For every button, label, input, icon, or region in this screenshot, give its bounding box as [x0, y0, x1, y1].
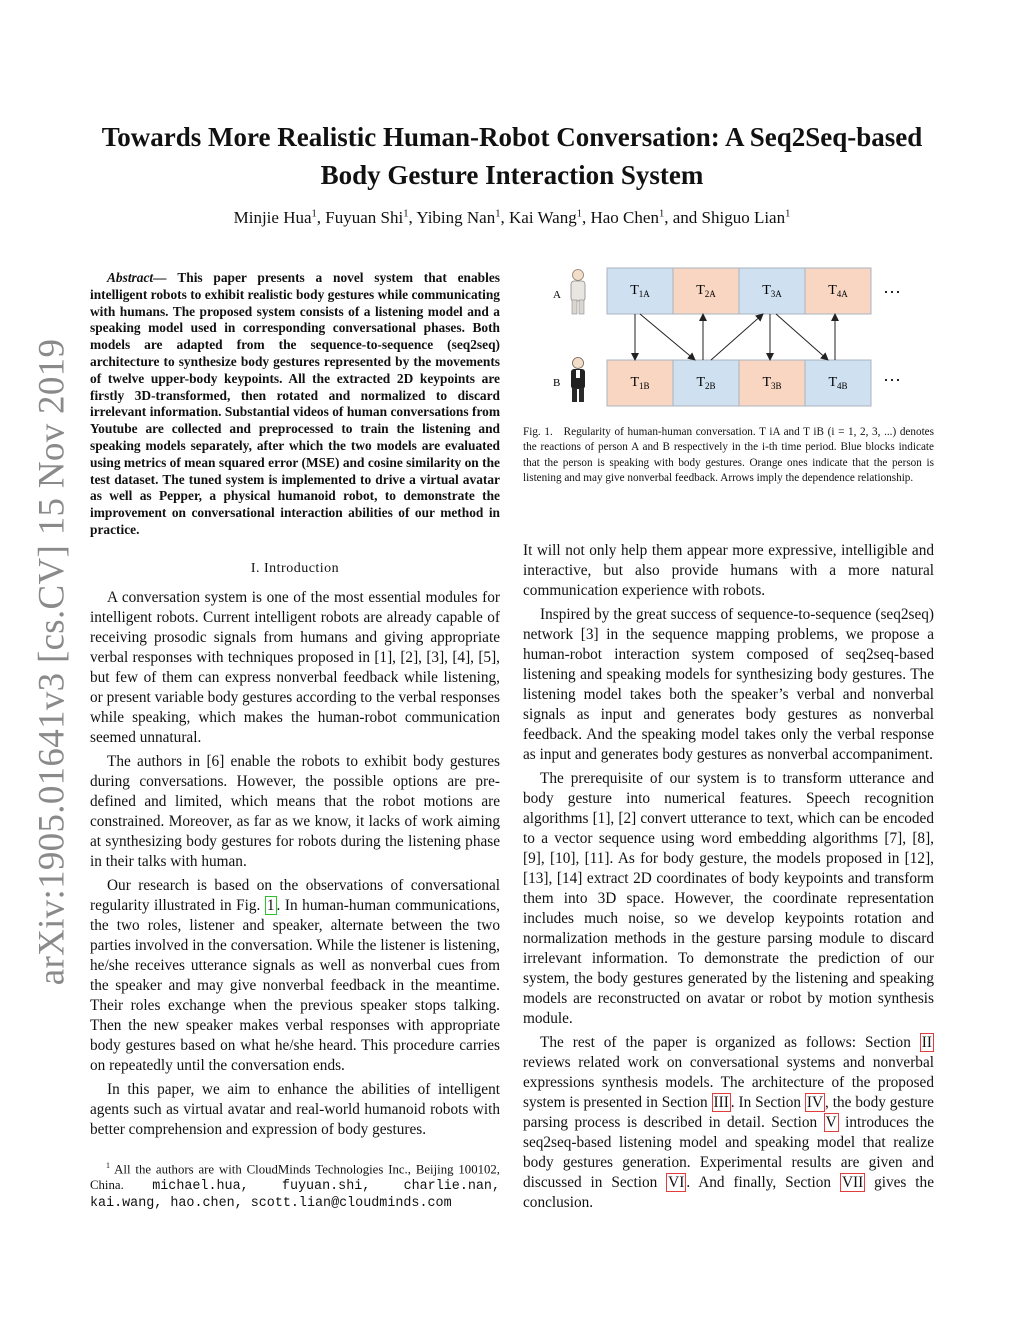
time-block-label: $T_{2B}$ — [696, 375, 716, 391]
caption-label: Fig. 1. — [523, 426, 553, 438]
ellipsis-row-a: ··· — [883, 282, 901, 302]
row-label-a: A — [553, 289, 561, 301]
abstract-label: Abstract — [107, 270, 154, 285]
title-line-2: Body Gesture Interaction System — [320, 160, 704, 190]
author: Minjie Hua$^1$ — [233, 208, 317, 227]
section-link-iv[interactable]: IV — [806, 1094, 824, 1111]
section-link-iii[interactable]: III — [713, 1094, 729, 1111]
intro-paragraph-4: In this paper, we aim to enhance the abilities of intelligent agents such as virtual avatar and real-world humanoid robots with better comprehension and expression of body gestures. — [90, 1080, 500, 1138]
right-paragraph-3: The prerequisite of our system is to transform utterance and body gesture into numerical features. Speech recognition algorithms [1], [2] convert utterance to text, which can be encoded to a vector sequence using word embedding algorithms [7], [8], [9], [10], [11]. As for body gesture, the models proposed in [12], [13], [14] extract 2D coordinates of body keypoints and transform them into 3D space. However, the coordinate representation includes much noise, so we develop keypoints rotation and normalization methods in the gesture parsing module to discard irrelevant information. To demonstrate the prediction of our system, the body gestures generated by the listening and speaking models are reconstructed on avatar or robot by motion synthesis module. — [523, 770, 934, 1027]
figure-caption — [523, 425, 934, 487]
intro-paragraph-1: A conversation system is one of the most essential modules for intelligent robots. Current intelligent robots are already capable of receiving prosodic signals from humans and giving appropriate verbal responses with techniques proposed in [1], [2], [3], [4], [5], but few of them can express nonverbal feedback while listening, or present variable body gestures according to the verbal responses while speaking, which makes the human-robot communication seemed unnatural. — [90, 588, 500, 746]
person-a-icon — [571, 270, 585, 315]
ellipsis-row-b: ··· — [883, 370, 901, 390]
footnote: $^1$ All the authors are with CloudMinds Technologies Inc., Beijing 100102, China. michael.hua, fuyuan.shi, charlie.nan, kai.wang, hao.chen, scott.lian@cloudminds.com — [90, 1160, 500, 1211]
time-block-label: $T_{3B}$ — [762, 375, 782, 391]
conversation-regularity-diagram — [523, 258, 934, 418]
person-b-icon — [571, 358, 585, 403]
arrow — [640, 314, 695, 360]
time-block-label: $T_{4B}$ — [828, 375, 848, 391]
author-list: Minjie Hua$^1$, Fuyuan Shi$^1$, Yibing Nan$^1$, Kai Wang$^1$, Hao Chen$^1$, and Shiguo Lian$^1$ — [233, 208, 791, 227]
author: Yibing Nan$^1$ — [416, 208, 501, 227]
left-column — [90, 270, 500, 1211]
time-block-label: $T_{2A}$ — [696, 283, 716, 299]
paper-title — [60, 118, 964, 194]
right-paragraph-1: It will not only help them appear more expressive, intelligible and interactive, but also provide humans with a more natural communication experience with robots. — [523, 542, 934, 599]
time-block-label: $T_{1A}$ — [630, 283, 650, 299]
abstract: Abstract— This paper presents a novel system that enables intelligent robots to exhibit realistic body gestures while communicating with humans. The proposed system consists of a listening model and a speaking model used in corresponding conversational phases. Both models are adapted from the sequence-to-sequence (seq2seq) architecture to synthesize body gestures represented by the movements of twelve upper-body keypoints. All the extracted 2D keypoints are firstly 3D-transformed, then rotated and normalized to discard irrelevant information. Substantial videos of human conversations from Youtube are collected and preprocessed to train the listening and speaking models separately, after which the two models are evaluated using metrics of mean squared error (MSE) and cosine similarity on the test dataset. The tuned system is implemented to drive a virtual avatar as well as Pepper, a physical humanoid robot, to demonstrate the improvement on conversational interaction abilities of our method in practice. — [90, 270, 500, 537]
abstract-text: This paper presents a novel system that enables intelligent robots to exhibit realistic body gestures while communicating with humans. The proposed system consists of a listening model and a speaking model used in corresponding conversational phases. Both models are adapted from the sequence-to-sequence (seq2seq) architecture to synthesize body gestures represented by the movements of twelve upper-body keypoints. All the extracted 2D keypoints are firstly 3D-transformed, then rotated and normalized to discard irrelevant information. Substantial videos of human conversations from Youtube are collected and preprocessed to train the listening and speaking models separately, after which the two models are evaluated using metrics of mean squared error (MSE) and cosine similarity on the test dataset. The tuned system is implemented to drive a virtual avatar as well as Pepper, a physical humanoid robot, to demonstrate the improvement on conversational interaction abilities of our method in practice. — [90, 270, 500, 537]
dependence-arrows — [635, 314, 835, 360]
author: Shiguo Lian$^1$ — [701, 208, 791, 227]
section-link-vi[interactable]: VI — [668, 1174, 685, 1191]
section-link-ii[interactable]: II — [921, 1034, 932, 1051]
row-a-blocks — [607, 268, 871, 314]
intro-paragraph-3: Our research is based on the observations of conversational regularity illustrated in Fig. 1 . In human-human communications, the two roles, listener and speaker, alternate between the two parties involved in the conversation. While the listener is listening, he/she receives utterance signals as well as nonverbal cues from the speaker and may give nonverbal feedback in the meantime. Their roles exchange when the previous speaker stops talking. Then the new speaker makes verbal responses with appropriate body gestures based on what he/she heard. This procedure carries on repeatedly until the conversation ends. — [90, 876, 500, 1074]
intro-paragraph-2: The authors in [6] enable the robots to exhibit body gestures during conversations. However, the possible options are pre-defined and limited, which means that the robot motions are constrained. Moreover, as far as we know, it lacks of work aiming at synthesizing body gestures for robots during the listening phase in their talks with human. — [90, 752, 500, 870]
author: Fuyuan Shi$^1$ — [325, 208, 409, 227]
row-label-b: B — [553, 377, 561, 389]
right-paragraph-4: The rest of the paper is organized as follows: Section II reviews related work on conversational systems and nonverbal expressions synthesis models. The architecture of the proposed system is presented in Section III . In Section IV , the body gesture parsing process is described in detail. Section V introduces the seq2seq-based listening model and speaking model that realize body gestures generation. Experimental results are given and discussed in Section VI . And finally, Section VII gives the conclusion. — [523, 1034, 935, 1211]
figure-link[interactable]: 1 — [266, 896, 275, 914]
figure-1 — [523, 258, 934, 418]
right-column — [523, 541, 934, 1213]
time-block-label: $T_{4A}$ — [828, 283, 848, 299]
title-line-1: Towards More Realistic Human-Robot Conversation: A Seq2Seq-based — [101, 122, 923, 152]
time-block-label: $T_{3A}$ — [762, 283, 782, 299]
section-heading-introduction: I. Introduction — [250, 560, 340, 576]
author-emails: michael.hua, fuyuan.shi, charlie.nan, kai.wang, hao.chen, scott.lian@cloudminds.com — [90, 1178, 500, 1211]
author: Hao Chen$^1$ — [590, 208, 665, 227]
section-link-v[interactable]: V — [825, 1114, 837, 1131]
right-paragraph-2: Inspired by the great success of sequence-to-sequence (seq2seq) network [3] in the sequence mapping problems, we propose a human-robot interaction system composed of seq2seq-based listening and speaking models for synthesizing body gestures. The listening model takes both the speaker’s verbal and nonverbal signals as input and generates body gestures as nonverbal feedback. And the speaking model takes only the verbal response as input and generates body gestures as nonverbal accompaniment. — [523, 606, 934, 763]
caption-text: Regularity of human-human conversation. T iA and T iB (i = 1, 2, 3, ...) denotes the reactions of person A and B respectively in the i-th time period. Blue blocks indicate that the person is speaking with body gestures. Orange ones indicate that the person is listening and may give nonverbal feedback. Arrows imply the dependence relationship. — [523, 426, 934, 485]
arxiv-identifier: arXiv:1905.01641v3 [cs.CV] 15 Nov 2019 — [31, 338, 73, 986]
arrow — [711, 314, 763, 360]
row-b-blocks — [607, 360, 871, 406]
time-block-label: $T_{1B}$ — [630, 375, 650, 391]
author: Kai Wang$^1$ — [509, 208, 582, 227]
arrow — [776, 314, 828, 360]
section-link-vii[interactable]: VII — [841, 1174, 864, 1191]
